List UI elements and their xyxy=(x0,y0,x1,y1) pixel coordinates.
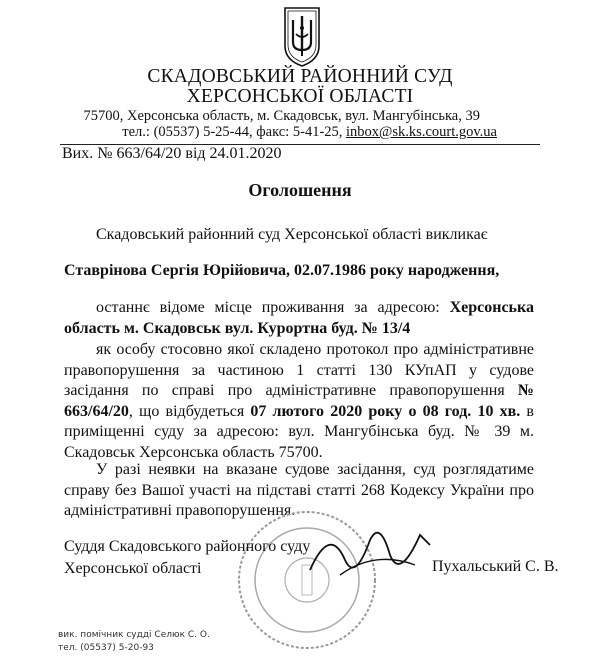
case-paragraph xyxy=(64,340,534,463)
judge-title-line2: Херсонської області xyxy=(64,560,202,577)
court-contacts xyxy=(0,124,497,141)
case-text-3: в приміщенні суду за адресою: вул. Мангубінська буд. № 39 м. Скадовськ Херсонська область 75700. xyxy=(64,402,534,461)
residence-paragraph xyxy=(64,298,534,339)
person-name-text: Ставрінова Сергія Юрійовича, 02.07.1986 року народження, xyxy=(64,262,500,279)
court-name-line2: ХЕРСОНСЬКОЇ ОБЛАСТІ xyxy=(186,86,414,107)
court-address: 75700, Херсонська область, м. Скадовськ, вул. Мангубінська, 39 xyxy=(83,108,480,124)
trident-coat-of-arms-icon xyxy=(282,6,322,68)
case-text-1: як особу стосовно якої складено протокол про адміністративне правопорушення за частиною 1 статті 130 КУпАП у судове засідання по справі про адміністративне правопорушення xyxy=(64,341,534,399)
case-text-2: , що відбудеться xyxy=(128,402,251,420)
residence-address: Херсонська область м. Скадовськ вул. Курортна буд. № 13/4 xyxy=(64,299,534,337)
intro-text: Скадовський районний суд Херсонської області викликає xyxy=(96,226,488,243)
judge-name: Пухальський С. В. xyxy=(432,558,559,575)
warning-paragraph: У разі неявки на вказане судове засідання, суд розглядатиме справу без Вашої участі на підставі статті 268 Кодексу України про адміністративні правопорушення. xyxy=(64,461,534,519)
court-phone-fax: тел.: (05537) 5-25-44, факс: 5-41-25, xyxy=(122,124,347,140)
outgoing-number: Вих. № 663/64/20 від 24.01.2020 xyxy=(62,145,282,162)
executor-note: вик. помічник судді Селюк С. О. xyxy=(58,630,210,640)
person-name xyxy=(64,262,499,280)
document-title: Оголошення xyxy=(248,180,352,200)
judge-signature xyxy=(300,520,440,590)
judge-title-line1: Суддя Скадовського районного суду xyxy=(64,538,311,555)
judge-title xyxy=(64,536,310,580)
residence-prefix: останнє відоме місце проживання за адресою: xyxy=(96,299,450,316)
case-number: № 663/64/20 xyxy=(64,382,534,420)
court-name-line1: СКАДОВСЬКИЙ РАЙОННИЙ СУД xyxy=(147,66,453,87)
court-email-link[interactable]: inbox@sk.ks.court.gov.ua xyxy=(346,124,497,140)
hearing-date: 07 лютого 2020 року о 08 год. 10 хв. xyxy=(250,402,521,420)
executor-phone: тел. (05537) 5-20-93 xyxy=(58,643,154,653)
